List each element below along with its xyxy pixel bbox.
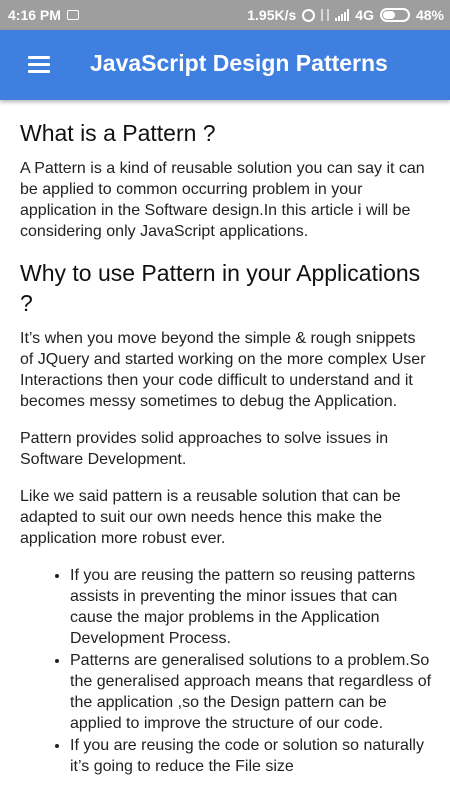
app-title: JavaScript Design Patterns xyxy=(90,50,388,76)
list-item: • If you are reusing the pattern so reusing patterns assists in preventing the minor issues that can cause the major problems in the Application Development Process. xyxy=(70,565,432,649)
hamburger-menu-icon[interactable] xyxy=(28,56,50,74)
network-speed: 1.95K/s xyxy=(247,7,297,23)
app-bar xyxy=(0,30,450,100)
paragraph-why-3: Like we said pattern is a reusable solution that can be adapted to suit our own needs hence this make the application more robust ever. xyxy=(20,488,401,547)
status-bar-right xyxy=(247,7,444,23)
status-time: 4:16 PM xyxy=(8,7,61,23)
no-sim-icon xyxy=(321,9,329,21)
battery-icon xyxy=(380,8,410,22)
battery-percent: 48% xyxy=(415,7,444,23)
heading-why-use-pattern: Why to use Pattern in your Applications ? xyxy=(20,260,421,316)
signal-icon xyxy=(335,9,349,21)
notification-icon xyxy=(67,10,79,20)
alarm-icon xyxy=(302,9,315,22)
paragraph-why-1: It’s when you move beyond the simple & rough snippets of JQuery and started working on the more complex User Interactions then your code difficult to understand and it becomes messy sometimes to debug the Application. xyxy=(20,330,426,410)
list-item: • If you are reusing the code or solution so naturally it’s going to reduce the File size xyxy=(70,735,432,777)
network-type: 4G xyxy=(355,7,374,23)
list-item: • Patterns are generalised solutions to a problem.So the generalised approach means that regardless of the application ,so the Design pattern can be applied to improve the structure of our code. xyxy=(70,650,432,734)
battery-fill xyxy=(383,11,395,19)
article-content xyxy=(20,112,432,778)
status-bar xyxy=(0,0,450,30)
status-bar-left xyxy=(8,7,79,23)
paragraph-why-2: Pattern provides solid approaches to solve issues in Software Development. xyxy=(20,430,389,468)
paragraph-what-is-pattern: A Pattern is a kind of reusable solution you can say it can be applied to common occurring problem in your application in the Software design.In this article i will be considering only JavaScript applications. xyxy=(20,160,425,240)
benefits-list xyxy=(20,565,432,777)
heading-what-is-pattern: What is a Pattern ? xyxy=(20,120,216,146)
